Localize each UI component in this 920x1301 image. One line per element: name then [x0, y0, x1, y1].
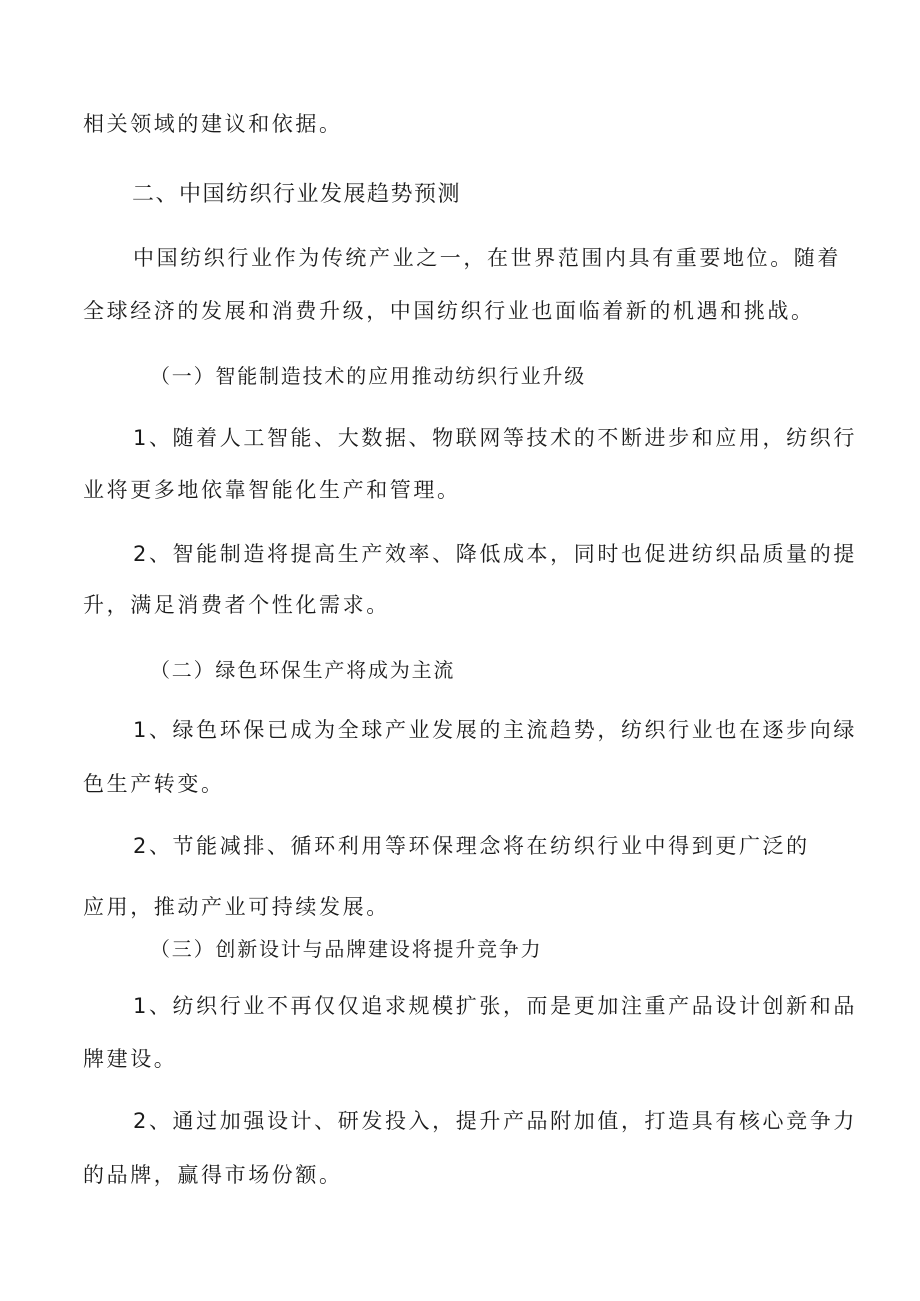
sub2-item2-line-1: 2、节能减排、循环利用等环保理念将在纺织行业中得到更广泛的 [133, 834, 810, 858]
sub1-item2-line-1: 2、智能制造将提高生产效率、降低成本，同时也促进纺织品质量的提 [133, 542, 857, 566]
paragraph-continuation: 相关领域的建议和依据。 [83, 112, 343, 136]
sub2-item1-line-2: 色生产转变。 [83, 772, 225, 796]
sub3-item2-line-2: 的品牌，赢得市场份额。 [83, 1163, 343, 1187]
sub2-item1-line-1: 1、绿色环保已成为全球产业发展的主流趋势，纺织行业也在逐步向绿 [133, 718, 857, 742]
sub1-item1-line-2: 业将更多地依靠智能化生产和管理。 [83, 478, 461, 502]
subsection-heading-3: （三）创新设计与品牌建设将提升竞争力 [150, 937, 543, 961]
intro-paragraph-line-2: 全球经济的发展和消费升级，中国纺织行业也面临着新的机遇和挑战。 [83, 299, 815, 323]
sub2-item2-line-2: 应用，推动产业可持续发展。 [83, 895, 390, 919]
subsection-heading-2: （二）绿色环保生产将成为主流 [150, 658, 456, 682]
sub3-item2-line-1: 2、通过加强设计、研发投入，提升产品附加值，打造具有核心竞争力 [133, 1109, 857, 1133]
sub1-item1-line-1: 1、随着人工智能、大数据、物联网等技术的不断进步和应用，纺织行 [133, 426, 857, 450]
intro-paragraph-line-1: 中国纺织行业作为传统产业之一，在世界范围内具有重要地位。随着 [133, 246, 841, 270]
sub3-item1-line-2: 牌建设。 [83, 1047, 178, 1071]
section-heading: 二、中国纺织行业发展趋势预测 [132, 182, 462, 207]
subsection-heading-1: （一）智能制造技术的应用推动纺织行业升级 [150, 364, 586, 388]
sub3-item1-line-1: 1、纺织行业不再仅仅追求规模扩张，而是更加注重产品设计创新和品 [133, 994, 857, 1018]
sub1-item2-line-2: 升，满足消费者个性化需求。 [83, 593, 390, 617]
